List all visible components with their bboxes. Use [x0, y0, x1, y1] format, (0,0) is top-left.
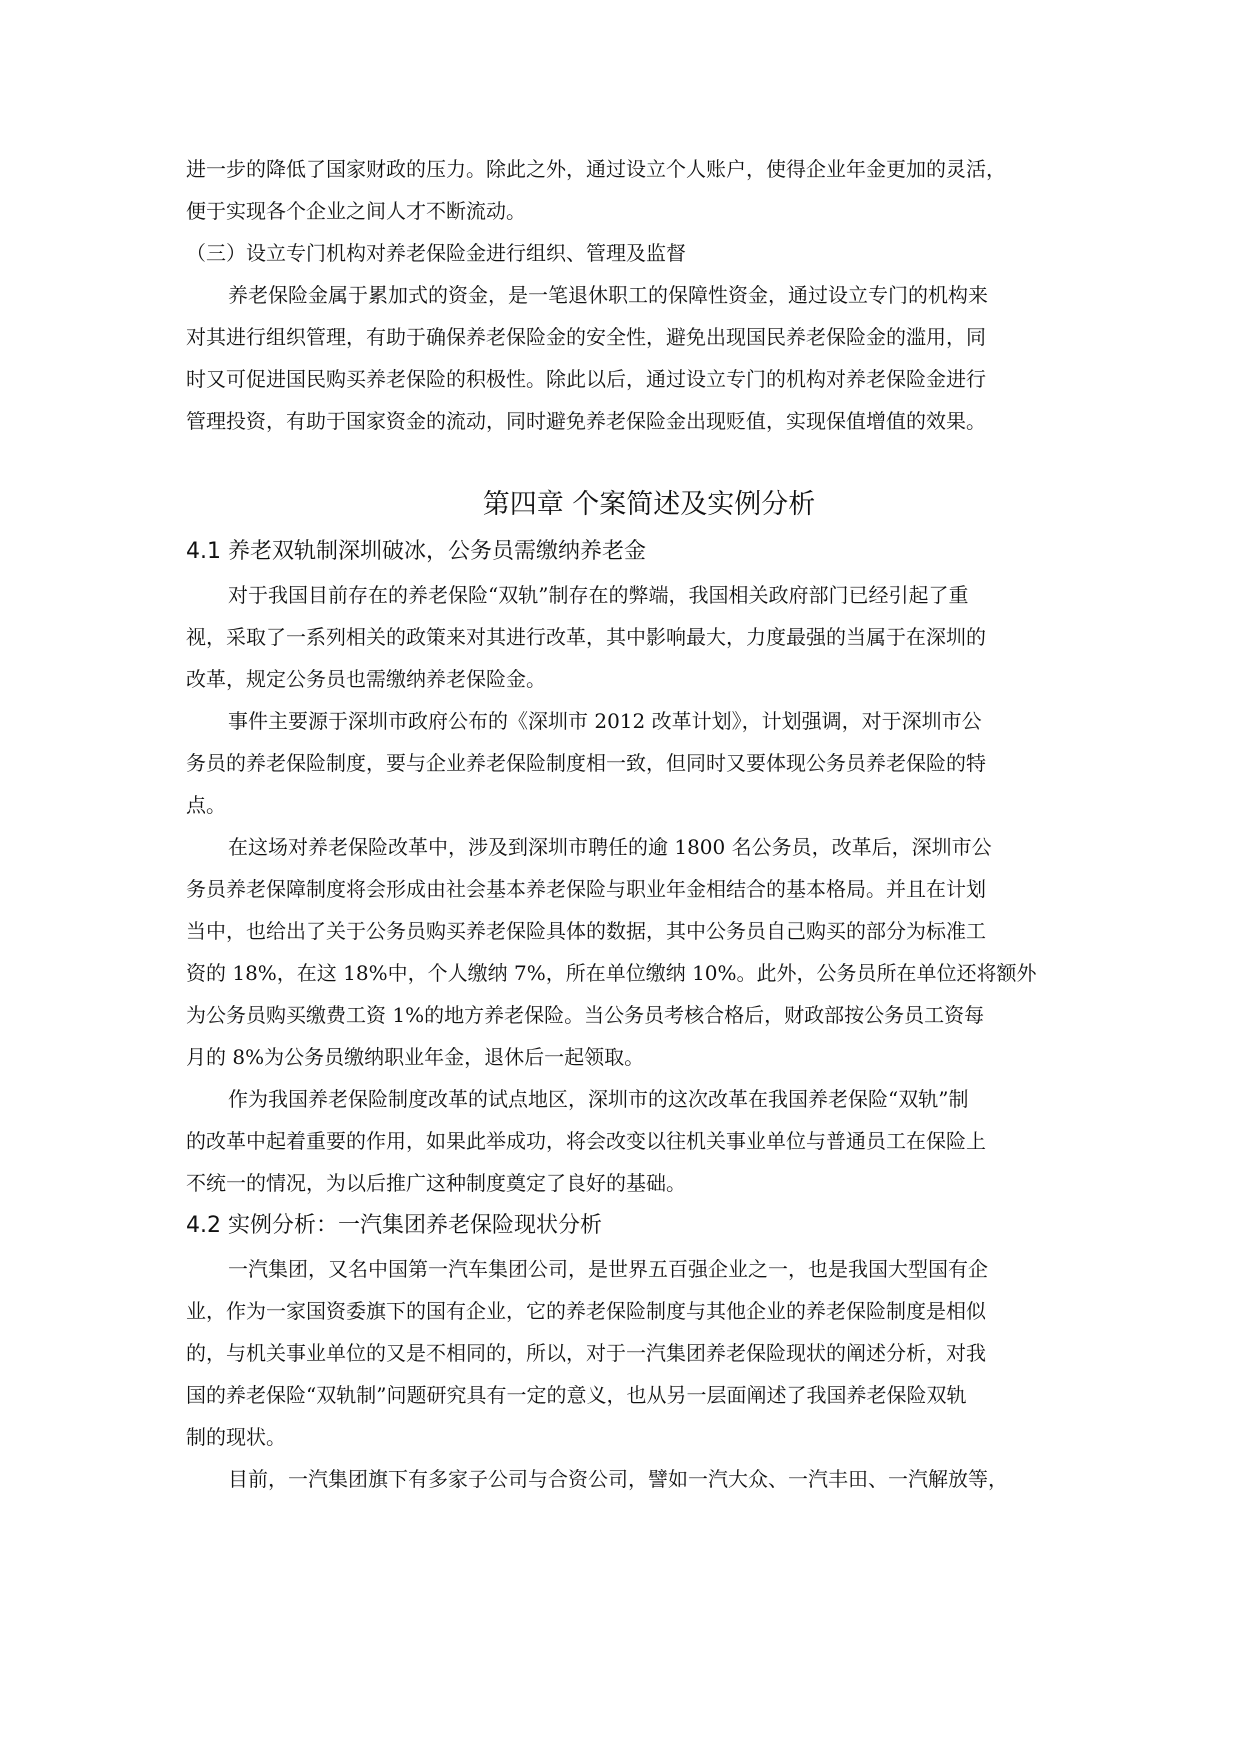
text-line: 务员的养老保险制度，要与企业养老保险制度相一致，但同时又要体现公务员养老保险的特	[186, 751, 986, 775]
paragraph-faw-intro	[186, 1248, 1052, 1458]
text-line: 对其进行组织管理，有助于确保养老保险金的安全性，避免出现国民养老保险金的滥用，同	[186, 325, 986, 349]
paragraph-pilot-significance	[186, 1078, 1052, 1204]
text-line: 不统一的情况，为以后推广这种制度奠定了良好的基础。	[186, 1171, 686, 1195]
text-line: 事件主要源于深圳市政府公布的《深圳市 2012 改革计划》，计划强调，对于深圳市公	[228, 709, 982, 733]
subsection-heading-3: （三）设立专门机构对养老保险金进行组织、管理及监督	[186, 241, 686, 265]
paragraph-shenzhen-reform	[186, 574, 1052, 700]
text-line: 管理投资，有助于国家资金的流动，同时避免养老保险金出现贬值，实现保值增值的效果。	[186, 409, 986, 433]
spacer	[186, 442, 1052, 480]
text-line: 的，与机关事业单位的又是不相同的，所以，对于一汽集团养老保险现状的阐述分析，对我	[186, 1341, 986, 1365]
text-line: 进一步的降低了国家财政的压力。除此之外，通过设立个人账户，使得企业年金更加的灵活，	[186, 157, 1006, 181]
text-line: 目前，一汽集团旗下有多家子公司与合资公司，譬如一汽大众、一汽丰田、一汽解放等，	[228, 1467, 1008, 1491]
text-line: 国的养老保险“双轨制”问题研究具有一定的意义，也从另一层面阐述了我国养老保险双轨	[186, 1383, 967, 1407]
text-line: 对于我国目前存在的养老保险“双轨”制存在的弊端，我国相关政府部门已经引起了重	[228, 583, 969, 607]
paragraph-continuation	[186, 148, 1052, 232]
text-line: 当中，也给出了关于公务员购买养老保险具体的数据，其中公务员自己购买的部分为标准工	[186, 919, 986, 943]
text-line: 业，作为一家国资委旗下的国有企业，它的养老保险制度与其他企业的养老保险制度是相似	[186, 1299, 986, 1323]
paragraph-reform-details	[186, 826, 1052, 1078]
section-heading-4-2: 4.2 实例分析：一汽集团养老保险现状分析	[186, 1213, 602, 1238]
paragraph-faw-subsidiaries	[186, 1458, 1052, 1500]
text-line: 为公务员购买缴费工资 1%的地方养老保险。当公务员考核合格后，财政部按公务员工资每	[186, 1003, 985, 1027]
document-page	[186, 148, 1052, 1500]
paragraph-pension-institution	[186, 274, 1052, 442]
text-line: 在这场对养老保险改革中，涉及到深圳市聘任的逾 1800 名公务员，改革后，深圳市公	[228, 835, 992, 859]
text-line: 资的 18%，在这 18%中，个人缴纳 7%，所在单位缴纳 10%。此外，公务员所在单位还将额外	[186, 961, 1037, 985]
text-line: 便于实现各个企业之间人才不断流动。	[186, 199, 526, 223]
paragraph-reform-plan	[186, 700, 1052, 826]
text-line: 的改革中起着重要的作用，如果此举成功，将会改变以往机关事业单位与普通员工在保险上	[186, 1129, 986, 1153]
text-line: 作为我国养老保险制度改革的试点地区，深圳市的这次改革在我国养老保险“双轨”制	[228, 1087, 969, 1111]
text-line: 改革，规定公务员也需缴纳养老保险金。	[186, 667, 546, 691]
text-line: 时又可促进国民购买养老保险的积极性。除此以后，通过设立专门的机构对养老保险金进行	[186, 367, 986, 391]
text-line: 月的 8%为公务员缴纳职业年金，退休后一起领取。	[186, 1045, 645, 1069]
text-line: 务员养老保障制度将会形成由社会基本养老保险与职业年金相结合的基本格局。并且在计划	[186, 877, 986, 901]
text-line: 养老保险金属于累加式的资金，是一笔退休职工的保障性资金，通过设立专门的机构来	[228, 283, 988, 307]
text-line: 制的现状。	[186, 1425, 286, 1449]
text-line: 点。	[186, 793, 226, 817]
section-heading-4-1: 4.1 养老双轨制深圳破冰，公务员需缴纳养老金	[186, 539, 646, 564]
chapter-title: 第四章 个案简述及实例分析	[482, 489, 816, 520]
text-line: 一汽集团，又名中国第一汽车集团公司，是世界五百强企业之一，也是我国大型国有企	[228, 1257, 988, 1281]
text-line: 视，采取了一系列相关的政策来对其进行改革，其中影响最大，力度最强的当属于在深圳的	[186, 625, 986, 649]
